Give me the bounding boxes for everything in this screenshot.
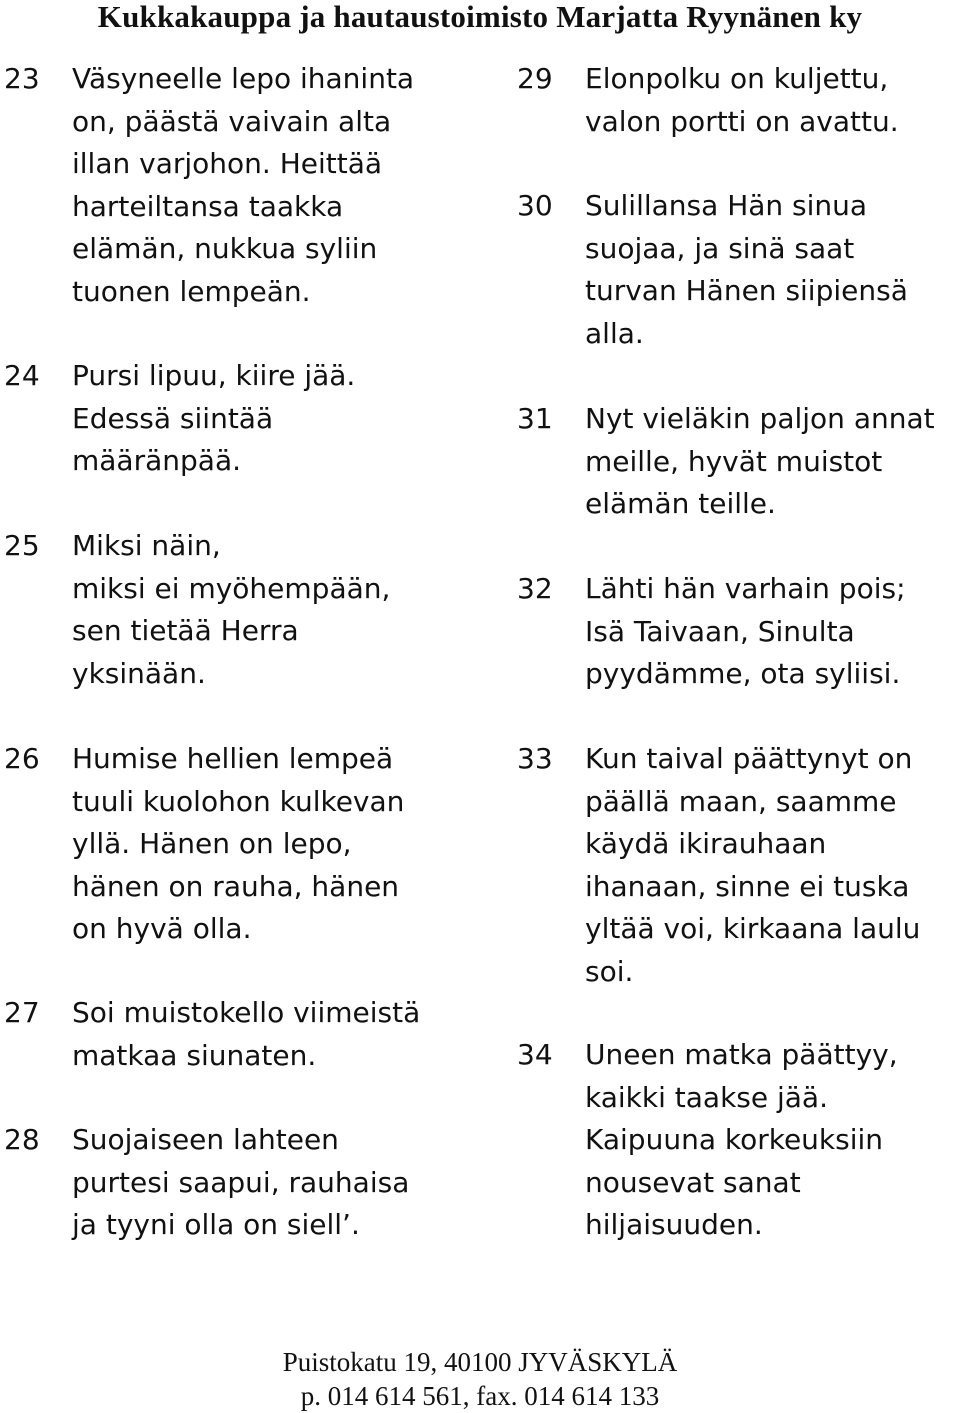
verse-line: tuuli kuolohon kulkevan	[72, 784, 405, 818]
verse-line: Kun taival päättynyt on	[585, 742, 913, 775]
verse-line: Pursi lipuu, kiire jää.	[72, 359, 356, 392]
verse-number: 32	[517, 572, 553, 605]
verse-line: valon portti on avattu.	[585, 104, 899, 138]
verse-line: käydä ikirauhaan	[585, 827, 827, 860]
verse-line: purtesi saapui, rauhaisa	[72, 1165, 410, 1199]
verse-number: 24	[4, 359, 40, 392]
verse-text	[72, 738, 404, 951]
verse-text	[585, 568, 906, 696]
verse-line: harteiltansa taakka	[72, 189, 344, 223]
verse-text	[585, 185, 908, 355]
verse-number: 33	[517, 742, 553, 775]
verse-line: Edessä siintää	[72, 401, 274, 435]
footer-phone: p. 014 614 561, fax. 014 614 133	[300, 1381, 660, 1411]
verse-line: Nyt vieläkin paljon annat	[585, 402, 935, 435]
verse-line: kaikki taakse jää.	[585, 1080, 828, 1114]
page-title: Kukkakauppa ja hautaustoimisto Marjatta Ryynänen ky	[97, 0, 863, 34]
verse-line: meille, hyvät muistot	[585, 444, 883, 478]
verse-line: elämän, nukkua syliin	[72, 232, 378, 265]
verse-line: matkaa siunaten.	[72, 1038, 317, 1072]
verse-number: 31	[517, 402, 553, 435]
verse-text	[72, 992, 420, 1077]
verse-line: tuonen lempeän.	[72, 274, 311, 308]
verse-line: miksi ei myöhempään,	[72, 571, 391, 605]
verse-line: turvan Hänen siipiensä	[585, 274, 908, 307]
verse-text	[585, 738, 920, 993]
verse-number: 23	[4, 62, 40, 95]
verse-line: sen tietää Herra	[72, 614, 299, 647]
verse-line: ihanaan, sinne ei tuska	[585, 869, 910, 903]
verse-line: Soi muistokello viimeistä	[72, 996, 421, 1029]
verse-line: Kaipuuna korkeuksiin	[585, 1123, 884, 1156]
verse-line: yksinään.	[72, 656, 206, 690]
verse-line: Lähti hän varhain pois;	[585, 572, 906, 605]
verse-line: nousevat sanat	[585, 1165, 801, 1199]
verse-line: elämän teille.	[585, 487, 776, 520]
verse-line: hänen on rauha, hänen	[72, 869, 400, 903]
verse-line: soi.	[585, 954, 634, 988]
footer-address: Puistokatu 19, 40100 JYVÄSKYLÄ	[282, 1347, 678, 1377]
verse-number: 25	[4, 529, 40, 562]
verse-line: Suojaiseen lahteen	[72, 1123, 339, 1156]
verse-line: illan varjohon. Heittää	[72, 147, 383, 180]
verse-text	[72, 525, 390, 695]
verse-number: 27	[4, 996, 40, 1029]
verse-line: ja tyyni olla on siell’.	[72, 1208, 360, 1241]
verse-line: päällä maan, saamme	[585, 784, 897, 818]
verse-text	[72, 58, 414, 313]
verse-number: 28	[4, 1123, 40, 1156]
verse-number: 34	[517, 1038, 553, 1071]
verse-number: 26	[4, 742, 40, 775]
verse-line: suojaa, ja sinä saat	[585, 231, 855, 265]
verse-text	[585, 398, 935, 526]
verse-line: alla.	[585, 316, 644, 350]
verse-line: Väsyneelle lepo ihaninta	[72, 62, 415, 95]
verse-line: on, päästä vaivain alta	[72, 104, 392, 138]
verse-line: yltää voi, kirkaana laulu	[585, 912, 921, 945]
verse-text	[72, 1119, 409, 1247]
verse-text	[585, 1034, 898, 1247]
verse-line: Humise hellien lempeä	[72, 742, 394, 775]
verse-text	[585, 58, 899, 143]
verse-text	[72, 355, 355, 483]
verse-number: 30	[517, 189, 553, 222]
verse-line: yllä. Hänen on lepo,	[72, 827, 352, 860]
verse-line: Isä Taivaan, Sinulta	[585, 614, 855, 648]
verse-line: on hyvä olla.	[72, 912, 252, 945]
verse-line: Miksi näin,	[72, 529, 221, 562]
verse-number: 29	[517, 62, 553, 95]
verse-line: Elonpolku on kuljettu,	[585, 62, 889, 95]
verse-line: pyydämme, ota syliisi.	[585, 657, 901, 690]
verse-line: hiljaisuuden.	[585, 1208, 763, 1241]
verse-line: määränpää.	[72, 444, 241, 477]
verse-line: Uneen matka päättyy,	[585, 1038, 898, 1071]
verse-line: Sulillansa Hän sinua	[585, 189, 868, 222]
